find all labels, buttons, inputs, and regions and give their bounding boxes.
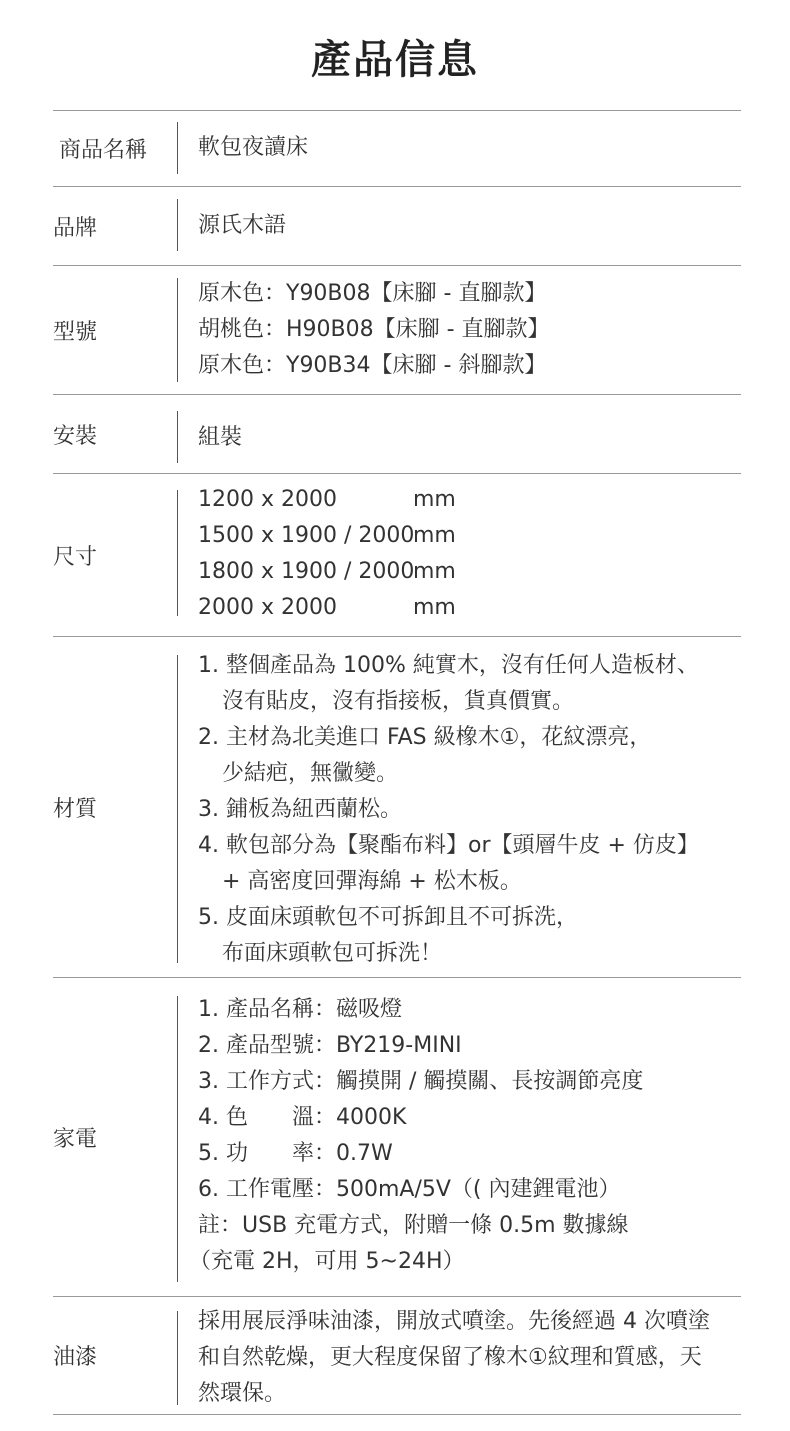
row-appliance [53, 977, 741, 1296]
row-material [53, 636, 741, 977]
material-line: 沒有貼皮，沒有指接板，貨真價實。 [222, 689, 575, 714]
model-line: 胡桃色：H90B08【床腳 - 直腳款】 [198, 317, 550, 342]
paint-line: 然環保。 [198, 1381, 287, 1406]
row-divider [177, 122, 178, 174]
label-install: 安裝 [53, 423, 98, 449]
product-info-table [53, 110, 741, 1415]
label-product-name: 商品名稱 [59, 138, 148, 163]
label-material: 材質 [53, 796, 98, 822]
size-unit: mm [413, 487, 456, 512]
value-material [198, 648, 699, 972]
label-size: 尺寸 [53, 544, 98, 570]
appliance-line: 註：USB 充電方式，附贈一條 0.5m 數據線 [198, 1213, 629, 1238]
paint-line: 採用展辰淨味油漆，開放式噴塗。先後經過 4 次噴塗 [198, 1309, 710, 1334]
size-dims: 1200 x 2000 [198, 487, 337, 512]
row-model [53, 265, 741, 394]
appliance-line: （充電 2H，可用 5~24H） [189, 1249, 465, 1274]
row-size [53, 473, 741, 636]
size-line [198, 518, 456, 554]
value-model [198, 276, 550, 384]
row-divider [177, 1311, 178, 1405]
row-product-name [53, 110, 741, 186]
appliance-line: 3. 工作方式：觸摸開 / 觸摸關、長按調節亮度 [198, 1069, 644, 1094]
size-dims: 1500 x 1900 / 2000 [198, 523, 415, 548]
row-divider [177, 996, 178, 1282]
row-divider [177, 655, 178, 963]
value-size [198, 482, 456, 626]
label-model: 型號 [53, 319, 98, 345]
appliance-line: 5. 功 率：0.7W [198, 1141, 393, 1166]
row-divider [177, 411, 178, 463]
size-line [198, 590, 456, 626]
material-line: + 高密度回彈海綿 + 松木板。 [222, 869, 522, 894]
size-dims: 1800 x 1900 / 2000 [198, 559, 415, 584]
model-line: 原木色：Y90B34【床腳 - 斜腳款】 [198, 353, 547, 378]
material-line: 4. 軟包部分為【聚酯布料】or【頭層牛皮 + 仿皮】 [198, 833, 699, 858]
row-brand [53, 186, 741, 265]
label-brand: 品牌 [53, 215, 98, 241]
label-paint: 油漆 [53, 1345, 98, 1370]
value-brand: 源氏木語 [198, 213, 287, 238]
paint-line: 和自然乾燥，更大程度保留了橡木①紋理和質感，天 [198, 1345, 702, 1370]
page-title: 產品信息 [311, 37, 479, 83]
row-divider [177, 278, 178, 382]
material-line: 5. 皮面床頭軟包不可拆卸且不可拆洗， [198, 905, 578, 930]
size-unit: mm [413, 523, 456, 548]
appliance-line: 2. 產品型號：BY219-MINI [198, 1033, 462, 1058]
row-divider [177, 199, 178, 251]
material-line: 少結疤，無黴變。 [222, 761, 399, 786]
size-unit: mm [413, 595, 456, 620]
size-line [198, 482, 456, 518]
size-dims: 2000 x 2000 [198, 595, 337, 620]
appliance-line: 6. 工作電壓：500mA/5V（( 內建鋰電池） [198, 1177, 621, 1202]
appliance-line: 4. 色 溫：4000K [198, 1105, 407, 1130]
value-paint [198, 1304, 710, 1412]
value-install: 組裝 [198, 425, 243, 450]
row-paint [53, 1296, 741, 1415]
label-appliance: 家電 [53, 1126, 98, 1152]
value-appliance [189, 992, 644, 1280]
appliance-line: 1. 產品名稱：磁吸燈 [198, 997, 402, 1022]
size-line [198, 554, 456, 590]
model-line: 原木色：Y90B08【床腳 - 直腳款】 [198, 281, 547, 306]
size-unit: mm [413, 559, 456, 584]
material-line: 3. 鋪板為紐西蘭松。 [198, 797, 402, 822]
row-divider [177, 490, 178, 616]
material-line: 1. 整個產品為 100% 純實木，沒有任何人造板材、 [198, 653, 699, 678]
row-install [53, 394, 741, 473]
material-line: 布面床頭軟包可拆洗！ [222, 941, 443, 966]
material-line: 2. 主材為北美進口 FAS 級橡木①，花紋漂亮， [198, 725, 652, 750]
value-product-name: 軟包夜讀床 [198, 135, 309, 160]
